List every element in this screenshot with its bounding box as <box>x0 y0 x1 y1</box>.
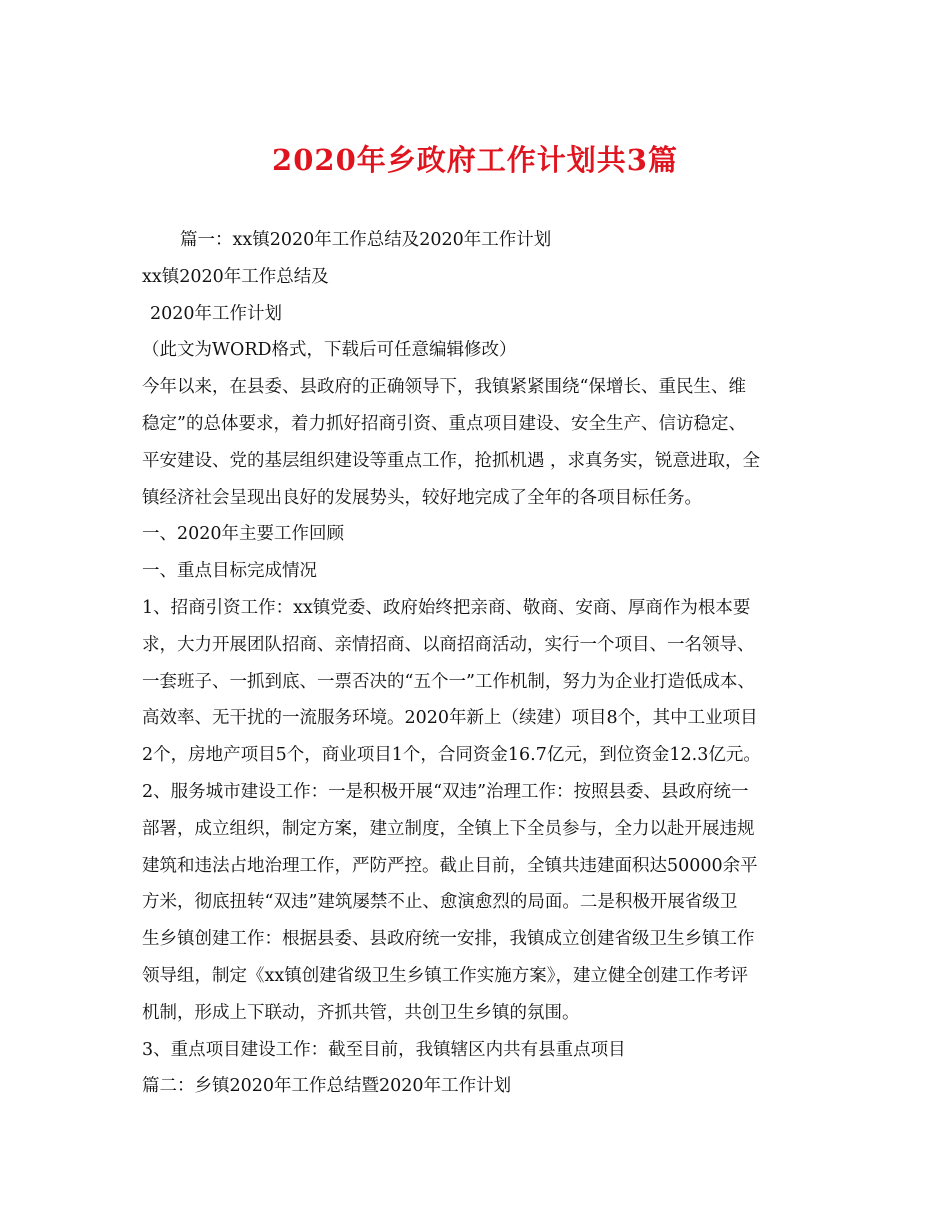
body-line: 篇一：xx镇2020年工作总结及2020年工作计划 <box>180 230 552 250</box>
body-line: 2个，房地产项目5个，商业项目1个，合同资金16.7亿元，到位资金12.3亿元。 <box>142 745 761 766</box>
body-line: 3、重点项目建设工作：截至目前，我镇辖区内共有县重点项目 <box>142 1039 626 1060</box>
document-title: 2020年乡政府工作计划共3篇 <box>272 143 678 177</box>
body-line: 求，大力开展团队招商、亲情招商、以商招商活动，实行一个项目、一名领导、 <box>142 634 755 655</box>
document-body <box>142 222 822 1105</box>
body-line: 高效率、无干扰的一流服务环境。2020年新上（续建）项目8个，其中工业项目 <box>142 708 758 729</box>
body-line: 稳定”的总体要求，着力抓好招商引资、重点项目建设、安全生产、信访稳定、 <box>142 413 746 434</box>
body-line: 平安建设、党的基层组织建设等重点工作，抢抓机遇 ，求真务实，锐意进取，全 <box>142 450 761 471</box>
body-line: 领导组，制定《xx镇创建省级卫生乡镇工作实施方案》，建立健全创建工作考评 <box>142 965 748 986</box>
body-line: 部署，成立组织，制定方案，建立制度，全镇上下全员参与，全力以赴开展违规 <box>142 818 755 839</box>
body-line: （此文为WORD格式，下载后可任意编辑修改） <box>142 340 517 361</box>
body-line: 今年以来，在县委、县政府的正确领导下，我镇紧紧围绕“保增长、重民生、维 <box>142 377 746 398</box>
body-line: 建筑和违法占地治理工作，严防严控。截止目前，全镇共违建面积达50000余平 <box>142 855 758 876</box>
body-line: 机制，形成上下联动，齐抓共管，共创卫生乡镇的氛围。 <box>142 1002 580 1023</box>
section-heading: 篇二：乡镇2020年工作总结暨2020年工作计划 <box>142 1076 512 1097</box>
body-line: 一套班子、一抓到底、一票否决的“五个一”工作机制，努力为企业打造低成本、 <box>142 671 755 692</box>
section-heading: 一、重点目标完成情况 <box>142 561 317 582</box>
body-line: 2020年工作计划 <box>150 303 283 324</box>
body-line: 1、招商引资工作：xx镇党委、政府始终把亲商、敬商、安商、厚商作为根本要 <box>142 597 751 618</box>
section-heading: 一、2020年主要工作回顾 <box>142 524 345 545</box>
body-line: 镇经济社会呈现出良好的发展势头，较好地完成了全年的各项目标任务。 <box>142 487 702 508</box>
body-line: 2、服务城市建设工作：一是积极开展“双违”治理工作：按照县委、县政府统一 <box>142 781 749 802</box>
body-line: 生乡镇创建工作：根据县委、县政府统一安排，我镇成立创建省级卫生乡镇工作 <box>142 929 755 950</box>
body-line: 方米，彻底扭转“双违”建筑屡禁不止、愈演愈烈的局面。二是积极开展省级卫 <box>142 892 738 913</box>
body-line: xx镇2020年工作总结及 <box>142 266 329 287</box>
